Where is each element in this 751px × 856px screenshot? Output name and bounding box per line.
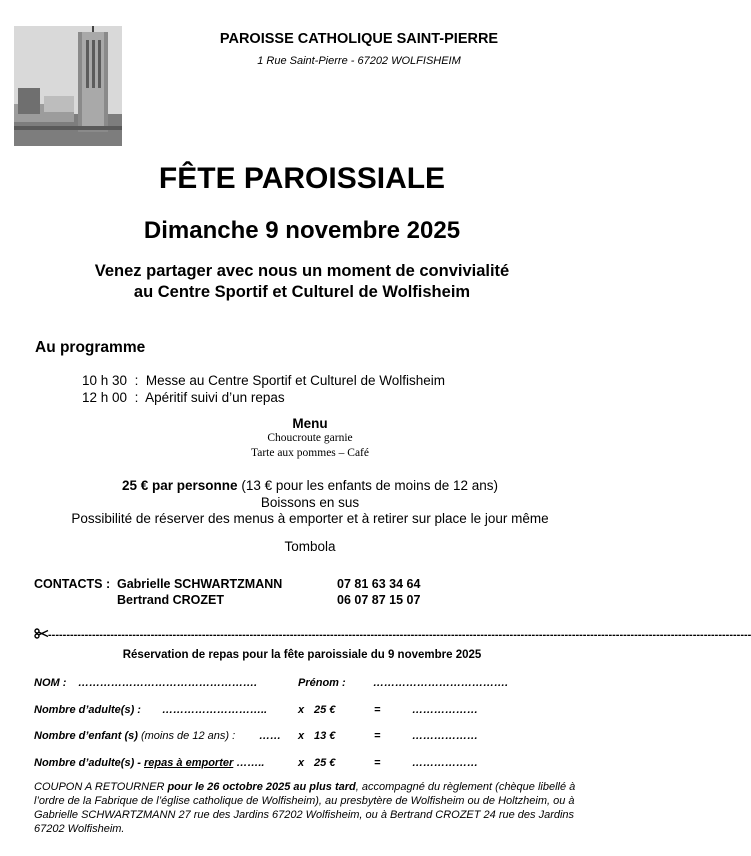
price-per-person: 25 € par personne bbox=[122, 478, 238, 493]
contact-name: Gabrielle SCHWARTZMANN bbox=[117, 577, 283, 591]
takeaway-note: Possibilité de réserver des menus à emporter et à retirer sur place le jour même bbox=[71, 511, 549, 526]
equals-sign: = bbox=[374, 730, 381, 742]
invite-line-1: Venez partager avec nous un moment de convivialité bbox=[94, 262, 510, 280]
mult-sign: x bbox=[298, 757, 305, 769]
coupon-prefix: COUPON A RETOURNER bbox=[34, 781, 165, 793]
takeaway-total-field[interactable]: ……………… bbox=[412, 757, 478, 769]
parish-name: PAROISSE CATHOLIQUE SAINT-PIERRE bbox=[219, 31, 499, 47]
children-note: (moins de 12 ans) : bbox=[140, 730, 236, 742]
adults-count-field[interactable]: ……………………….. bbox=[162, 704, 268, 716]
menu-item: Tarte aux pommes – Café bbox=[251, 447, 369, 459]
takeaway-count-field[interactable]: …….. bbox=[236, 757, 265, 769]
adult-price: 25 € bbox=[314, 704, 336, 716]
price-line bbox=[0, 478, 620, 493]
contact-phone: 06 07 87 15 07 bbox=[337, 593, 421, 607]
menu-item: Choucroute garnie bbox=[267, 432, 353, 444]
program-desc: Messe au Centre Sportif et Culturel de Wolfisheim bbox=[145, 373, 445, 388]
event-invitation bbox=[0, 261, 604, 303]
coupon-deadline: pour le 26 octobre 2025 au plus tard bbox=[167, 781, 356, 793]
children-count-field[interactable]: …… bbox=[259, 730, 281, 742]
mult-sign: x bbox=[298, 730, 305, 742]
coupon-instructions bbox=[34, 780, 579, 836]
church-tower-icon bbox=[14, 26, 122, 146]
event-date: Dimanche 9 novembre 2025 bbox=[143, 217, 461, 244]
tombola-note: Tombola bbox=[284, 539, 336, 554]
takeaway-label-text: Nombre d’adulte(s) - bbox=[34, 757, 141, 769]
cut-line bbox=[34, 628, 751, 642]
adults-label: Nombre d’adulte(s) : bbox=[34, 704, 141, 716]
adults-total-field[interactable]: ……………… bbox=[412, 704, 478, 716]
program-separator: : bbox=[134, 390, 139, 405]
prenom-field[interactable]: ………………………………. bbox=[373, 677, 509, 689]
child-price: 13 € bbox=[314, 730, 336, 742]
children-label bbox=[34, 730, 235, 742]
scissors-icon bbox=[34, 628, 48, 639]
program-heading: Au programme bbox=[35, 339, 146, 356]
price-children: (13 € pour les enfants de moins de 12 ans) bbox=[241, 478, 498, 493]
contact-name: Bertrand CROZET bbox=[117, 593, 224, 607]
program-item bbox=[82, 373, 445, 388]
program-separator: : bbox=[134, 373, 139, 388]
contact-phone: 07 81 63 34 64 bbox=[337, 577, 421, 591]
invite-line-2: au Centre Sportif et Culturel de Wolfisheim bbox=[133, 283, 471, 301]
drinks-note: Boissons en sus bbox=[260, 495, 360, 510]
church-tower-photo bbox=[14, 26, 122, 146]
parish-address: 1 Rue Saint-Pierre - 67202 WOLFISHEIM bbox=[257, 55, 461, 67]
coupon-body: , accompagné du règlement (chèque libellé à l’ordre de la Fabrique de l’église catholique de Wolfisheim), au presbytère de Wolfisheim ou de Holtzheim, ou à Gabrielle SCHWARTZMANN 27 rue des Jardins 67202 Wolfisheim, ou à Bertrand CROZET 24 rue des Jardins 67202 Wolfisheim. bbox=[34, 781, 576, 835]
program-time: 12 h 00 bbox=[82, 390, 128, 405]
event-title: FÊTE PAROISSIALE bbox=[158, 162, 446, 195]
menu-heading: Menu bbox=[292, 416, 328, 431]
takeaway-label bbox=[34, 757, 264, 769]
program-time: 10 h 30 bbox=[82, 373, 128, 388]
children-total-field[interactable]: ……………… bbox=[412, 730, 478, 742]
program-desc: Apéritif suivi d’un repas bbox=[145, 390, 285, 405]
nom-label: NOM : bbox=[34, 677, 67, 689]
program-item bbox=[82, 390, 285, 405]
takeaway-underlined: repas à emporter bbox=[144, 757, 234, 769]
prenom-label: Prénom : bbox=[298, 677, 346, 689]
cut-dashes: ------------------------------------------------------------------------------------------------------------------------------------------------------------------------------------------------ bbox=[48, 629, 751, 641]
nom-field[interactable]: …………………………………………. bbox=[78, 677, 258, 689]
takeaway-price: 25 € bbox=[314, 757, 336, 769]
reservation-title: Réservation de repas pour la fête paroissiale du 9 novembre 2025 bbox=[122, 649, 482, 661]
mult-sign: x bbox=[298, 704, 305, 716]
contacts-label: CONTACTS : bbox=[34, 577, 111, 591]
equals-sign: = bbox=[374, 704, 381, 716]
children-label-text: Nombre d’enfant (s) bbox=[34, 730, 138, 742]
equals-sign: = bbox=[374, 757, 381, 769]
